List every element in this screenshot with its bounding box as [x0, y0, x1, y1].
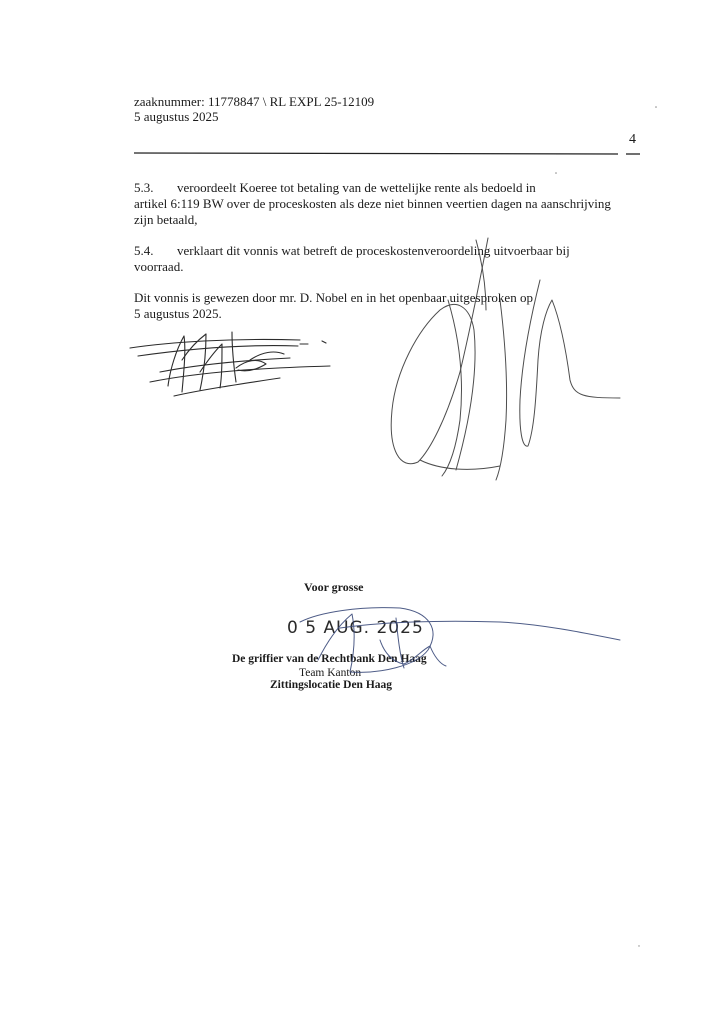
clerk-line: De griffier van de Rechtbank Den Haag — [232, 653, 427, 665]
item-text-line: zijn betaald, — [134, 212, 198, 227]
clerk-line: Team Kanton — [299, 667, 362, 679]
item-text-line: voorraad. — [134, 259, 184, 274]
closing-line: Dit vonnis is gewezen door mr. D. Nobel en in het openbaar uitgesproken op — [134, 290, 533, 305]
item-text-line: artikel 6:119 BW over de proceskosten als deze niet binnen veertien dagen na aanschrijving — [134, 196, 611, 211]
clerk-line: Zittingslocatie Den Haag — [270, 679, 393, 691]
item-number: 5.3. — [134, 180, 154, 195]
closing-line: 5 augustus 2025. — [134, 306, 222, 321]
page-number: 4 — [629, 132, 636, 147]
item-text-line: veroordeelt Koeree tot betaling van de wettelijke rente als bedoeld in — [177, 180, 536, 195]
date-stamp: 0 5 AUG. 2025 — [287, 618, 424, 638]
case-number: zaaknummer: 11778847 \ RL EXPL 25-12109 — [134, 94, 375, 109]
header-date: 5 augustus 2025 — [134, 109, 219, 124]
item-number: 5.4. — [134, 243, 154, 258]
grosse-title: Voor grosse — [304, 580, 364, 594]
item-text-line: verklaart dit vonnis wat betreft de proceskostenveroordeling uitvoerbaar bij — [177, 243, 570, 258]
